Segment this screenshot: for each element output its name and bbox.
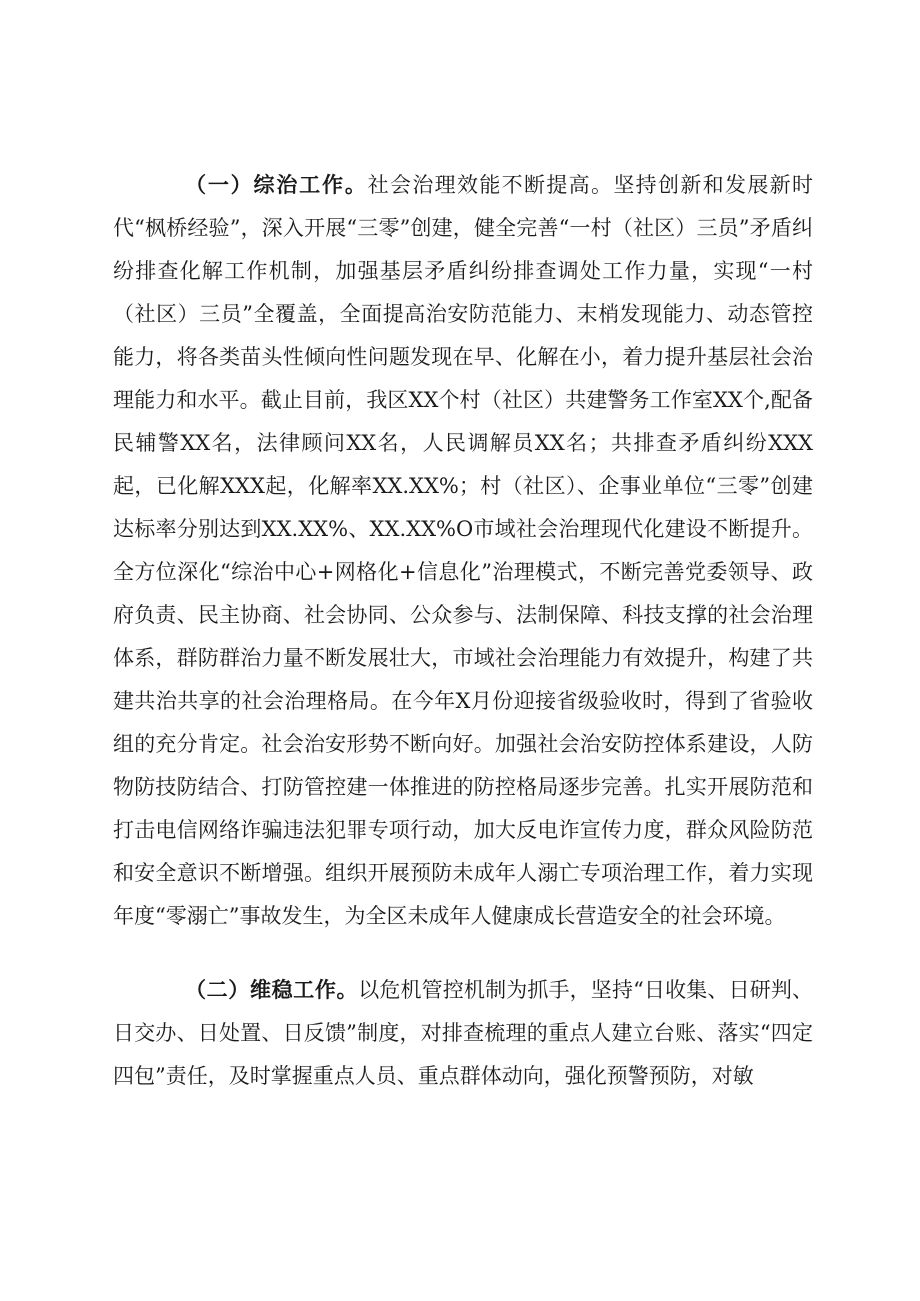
- section-1-paragraph: [113, 164, 813, 938]
- section-1-heading: （一）综治工作。: [185, 173, 368, 197]
- section-1-body: 社会治理效能不断提高。坚持创新和发展新时代“枫桥经验”，深入开展“三零”创建，健全完善“一村（社区）三员”矛盾纠纷排查化解工作机制，加强基层矛盾纠纷排查调处工作力量，实现“一村（社区）三员”全覆盖，全面提高治安防范能力、末梢发现能力、动态管控能力，将各类苗头性倾向性问题发现在早、化解在小，着力提升基层社会治理能力和水平。截止目前，我区XX个村（社区）共建警务工作室XX个,配备民辅警XX名，法律顾问XX名，人民调解员XX名；共排查矛盾纠纷XXX起，已化解XXX起，化解率XX.XX%；村（社区）、企事业单位“三零”创建达标率分别达到XX.XX%、XX.XX%O市域社会治理现代化建设不断提升。全方位深化“综治中心+网格化+信息化”治理模式，不断完善党委领导、政府负责、民主协商、社会协同、公众参与、法制保障、科技支撑的社会治理体系，群防群治力量不断发展壮大，市域社会治理能力有效提升，构建了共建共治共享的社会治理格局。在今年X月份迎接省级验收时，得到了省验收组的充分肯定。社会治安形势不断向好。加强社会治安防控体系建设，人防物防技防结合、打防管控建一体推进的防控格局逐步完善。扎实开展防范和打击电信网络诈骗违法犯罪专项行动，加大反电诈宣传力度，群众风险防范和安全意识不断增强。组织开展预防未成年人溺亡专项治理工作，着力实现年度“零溺亡”事故发生，为全区未成年人健康成长营造安全的社会环境。: [113, 173, 814, 928]
- section-1: [113, 164, 813, 938]
- section-2-body: 以危机管控机制为抓手，坚持“日收集、日研判、日交办、日处置、日反馈”制度，对排查梳理的重点人建立台账、落实“四定四包”责任，及时掌握重点人员、重点群体动向，强化预警预防，对敏: [113, 978, 814, 1088]
- section-2-heading: （二）维稳工作。: [185, 978, 359, 1002]
- section-2-paragraph: [113, 969, 813, 1098]
- section-2: [113, 969, 813, 1098]
